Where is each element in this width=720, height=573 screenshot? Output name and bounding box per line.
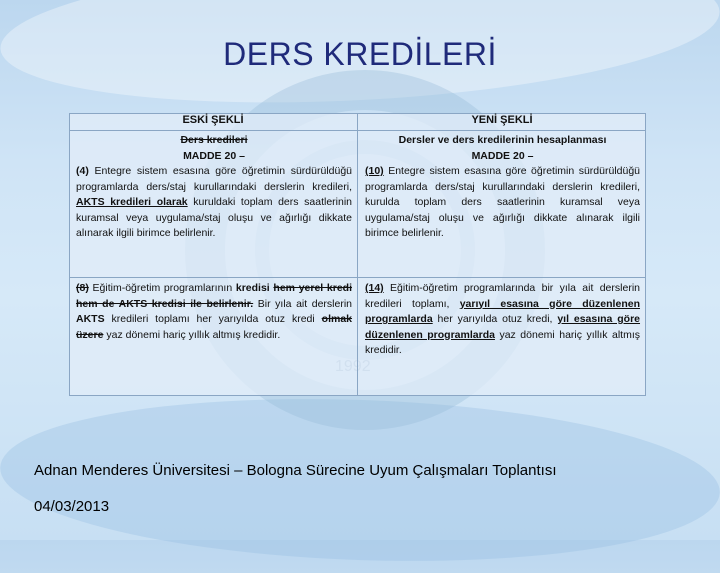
new-format-article-bottom: (14) Eğitim-öğretim programlarında bir yıla ait derslerin kredileri toplamı, yarıyıl esasına göre düzenlenen programlarda her yarıyılda otuz kredi, yıl esasına göre düzenlenen programlarda yaz dönemi hariç yıllık altmış kredidir.	[365, 282, 641, 356]
old-heading: Ders kredileri	[180, 134, 248, 146]
footer-text: Adnan Menderes Üniversitesi – Bologna Sürecine Uyum Çalışmaları Toplantısı	[34, 462, 557, 479]
old-format-article-top: Ders kredileri MADDE 20 – (4) Entegre sistem esasına göre öğretimin sürdürüldüğü programlarda ders/staj kurullarındaki derslerin kredileri, AKTS kredileri olarak kuruldaki toplam ders saatlerinin kuramsal veya uygulama/staj oluşu ve ağırlığı dikkate alınarak ilgili birimce belirlenir.	[76, 134, 353, 239]
old-article: MADDE 20 –	[183, 149, 245, 162]
old-format-article-bottom: (8) Eğitim-öğretim programlarının kredisi hem yerel kredi hem de AKTS kredisi ile belirlenir. Bir yıla ait derslerin AKTS kredileri toplamı her yarıyılda otuz kredi olmak üzere yaz dönemi hariç yıllık altmış kredidir.	[76, 282, 353, 341]
new-article: MADDE 20 –	[471, 149, 534, 162]
table-header-divider	[69, 130, 646, 131]
footer-date: 04/03/2013	[34, 498, 110, 515]
new-heading: Dersler ve ders kredilerinin hesaplanması	[398, 134, 607, 146]
header-old-format: ESKİ ŞEKLİ	[182, 114, 244, 126]
table-column-divider	[357, 113, 358, 396]
header-new-format: YENİ ŞEKLİ	[471, 114, 533, 126]
table-row-divider	[69, 277, 646, 278]
slide-title: DERS KREDİLERİ	[223, 36, 497, 72]
new-format-article-top: Dersler ve ders kredilerinin hesaplanması MADDE 20 – (10) Entegre sistem esasına göre öğretimin sürdürüldüğü programlarda ders/staj kurullarındaki derslerin kredileri, kurulda toplam ders saatlerinin kuramsal veya uygulama/staj oluşu ve ağırlığı dikkate alınarak ilgili birimce belirlenir.	[365, 134, 641, 239]
